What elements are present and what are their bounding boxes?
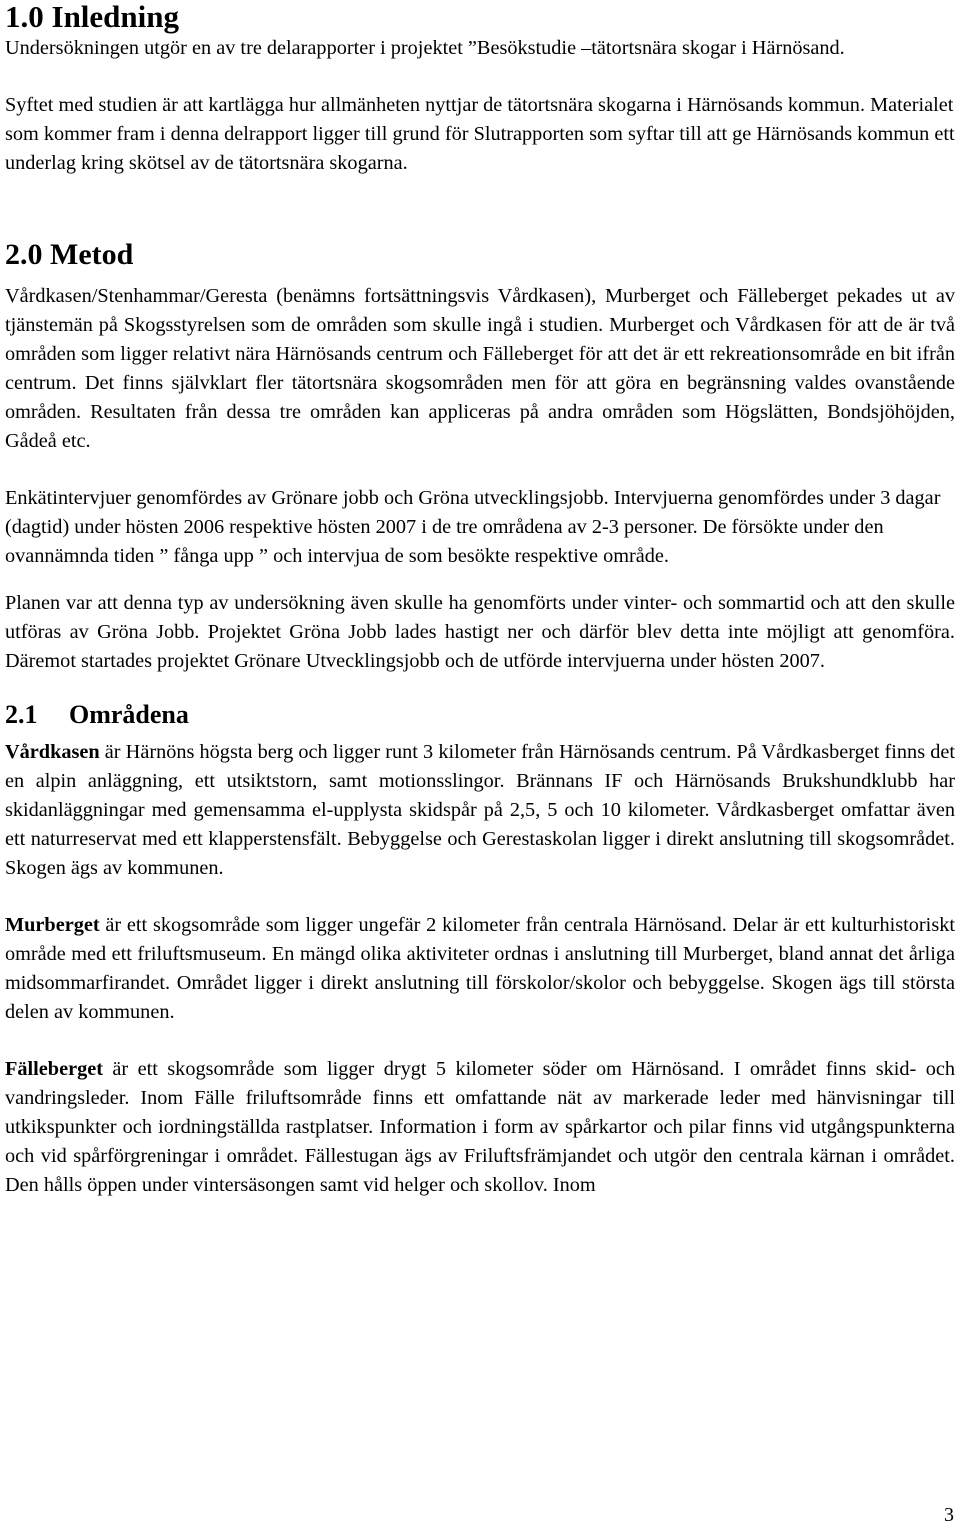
paragraph-method-areas: [5, 282, 955, 456]
term-vardkasen: Vårdkasen: [5, 741, 100, 763]
document-page: [5, 0, 955, 1200]
method-areas-sentence-1: Vårdkasen/Stenhammar/Geresta (benämns fortsättningsvis Vårdkasen), Murberget och Fälleberget pekades ut av tjänstemän på Skogsstyrelsen som de områden som skulle ingå i studien.: [5, 285, 955, 336]
spacer: [5, 63, 955, 91]
paragraph-murberget: [5, 911, 955, 1027]
purpose-sentence-1: Syftet med studien är att kartlägga hur allmänheten nyttjar de tätortsnära skogarna i Härnösands kommun.: [5, 94, 866, 116]
spacer: [5, 456, 955, 484]
spacer: [5, 1027, 955, 1055]
page-number: 3: [944, 1504, 954, 1526]
vardkasen-description: är Härnöns högsta berg och ligger runt 3 kilometer från Härnösands centrum. På Vårdkasberget finns det en alpin anläggning, ett utsiktstorn, samt motionsslingor. Brännans IF och Härnösands Brukshundklubb har skidanläggningar med gemensamma el-upplysta skidspår på 2,5, 5 och 10 kilometer. Vårdkasberget omfattar även ett naturreservat med ett klapperstensfält. Bebyggelse och Gerestaskolan ligger i direkt anslutning till skogsområdet. Skogen ägs av kommunen.: [5, 741, 955, 879]
paragraph-vardkasen: [5, 738, 955, 883]
paragraph-interviews: Enkätintervjuer genomfördes av Grönare jobb och Gröna utvecklingsjobb. Intervjuerna genomfördes under 3 dagar (dagtid) under hösten 2006 respektive hösten 2007 i de tre områdena av 2-3 personer. De försökte under den ovannämnda tiden ” fånga upp ” och intervjua de som besökte respektive område.: [5, 487, 941, 567]
purpose-sentence-2: Materialet som kommer fram i denna delrapport ligger till grund för Slutrapporten som syftar till att ge Härnösands kommun ett underlag kring skötsel av de tätortsnära skogarna.: [5, 94, 955, 174]
paragraph-falleberget: [5, 1055, 955, 1200]
subsection-title: Områdena: [69, 700, 189, 729]
section-heading-inledning: 1.0 Inledning: [5, 0, 180, 34]
falleberget-description: är ett skogsområde som ligger drygt 5 kilometer söder om Härnösand. I området finns skid- och vandringsleder. Inom Fälle friluftsområde finns ett omfattande nät av markerade leder med hänvisningar till utkikspunkter och iordningställda rastplatser. Information i form av spårkartor och pilar finns vid utgångspunkterna och vid spårförgreningar i området. Fällestugan ägs av Friluftsfrämjandet och utgör den centrala kärnan i området. Den hålls öppen under vintersäsongen samt vid helger och skollov. Inom: [5, 1058, 955, 1196]
subsection-heading-omradena: [5, 700, 955, 730]
paragraph-intro: Undersökningen utgör en av tre delarapporter i projektet ”Besökstudie –tätortsnära skogar i Härnösand.: [5, 37, 845, 59]
term-falleberget: Fälleberget: [5, 1058, 103, 1080]
subsection-number: 2.1: [5, 700, 38, 729]
term-murberget: Murberget: [5, 914, 100, 936]
spacer: [5, 730, 955, 738]
spacer: [5, 571, 955, 589]
section-heading-metod: 2.0 Metod: [5, 238, 134, 271]
spacer: [5, 883, 955, 911]
method-areas-sentence-2: Murberget och Vårdkasen för att de är två områden som ligger relativt nära Härnösands centrum och Fälleberget för att det är ett rekreationsområde en bit ifrån centrum. Det finns självklart fler tätortsnära skogsområden men för att göra en begränsning valdes ovanstående områden. Resultaten från dessa tre områden kan appliceras på andra områden som Högslätten, Bondsjöhöjden, Gådeå etc.: [5, 314, 956, 452]
murberget-description: är ett skogsområde som ligger ungefär 2 kilometer från centrala Härnösand. Delar är ett kulturhistoriskt område med ett friluftsmuseum. En mängd olika aktiviteter ordnas i anslutning till Murberget, bland annat det årliga midsommarfirandet. Området ligger i direkt anslutning till förskolor/skolor och bebyggelse. Skogen ägs till största delen av kommunen.: [5, 914, 955, 1023]
spacer: [5, 676, 955, 700]
spacer: [5, 272, 955, 282]
paragraph-purpose: [5, 91, 955, 178]
paragraph-plan: Planen var att denna typ av undersökning även skulle ha genomförts under vinter- och sommartid och att den skulle utföras av Gröna Jobb. Projektet Gröna Jobb lades hastigt ner och därför blev detta inte möjligt att genomföra. Däremot startades projektet Grönare Utvecklingsjobb och de utförde intervjuerna under hösten 2007.: [5, 592, 955, 672]
